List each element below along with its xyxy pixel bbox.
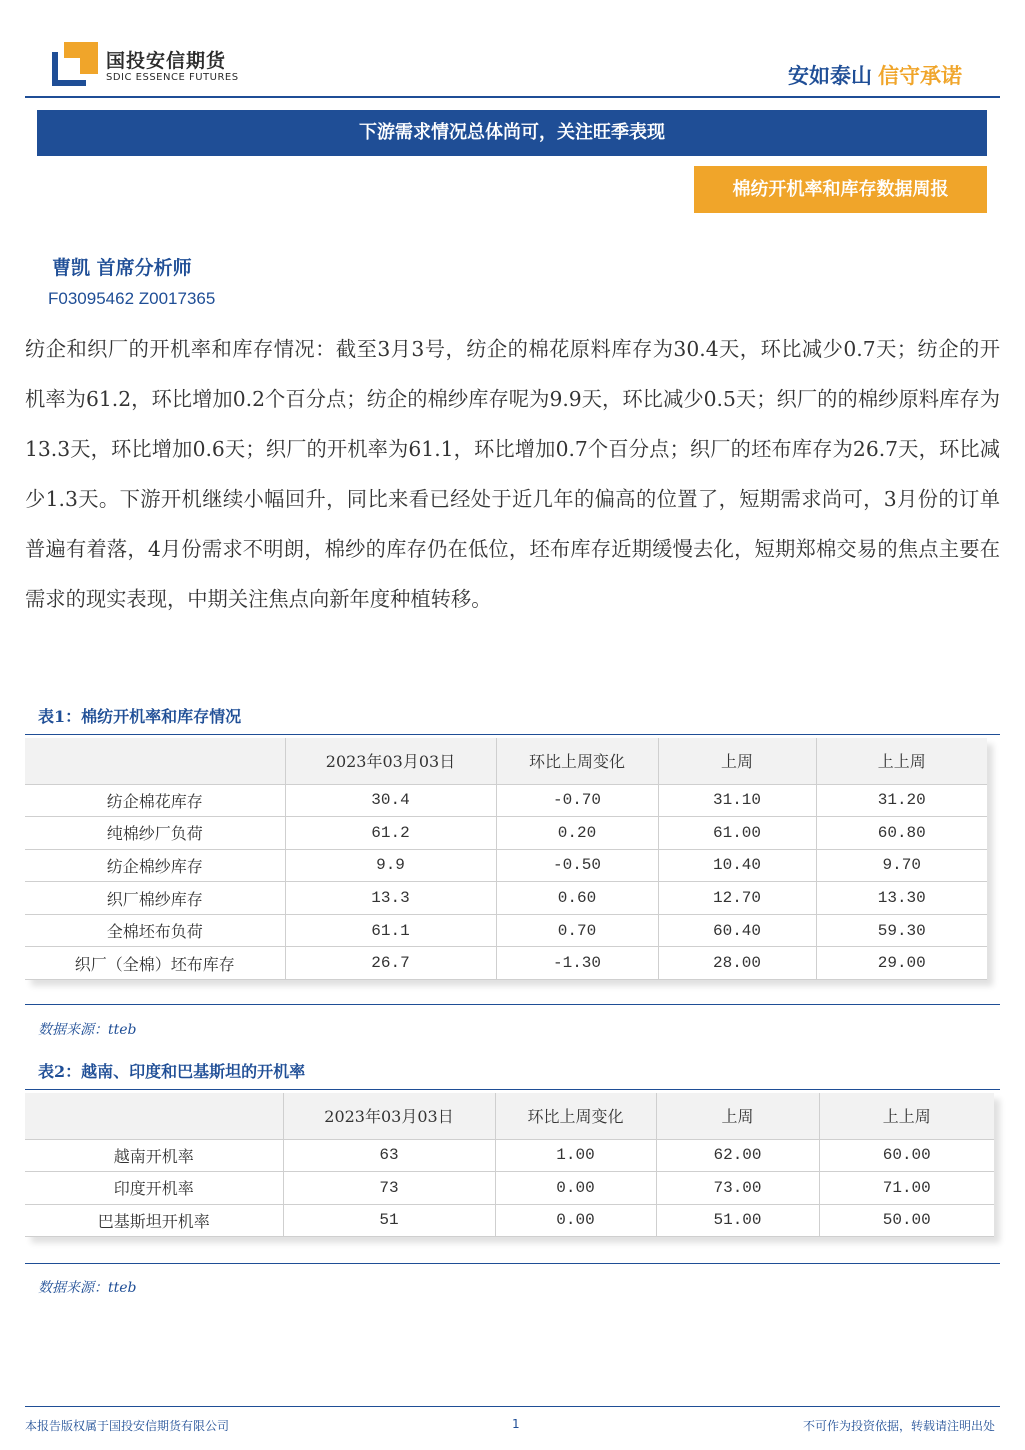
slogan (788, 60, 962, 90)
column-header: 环比上周变化 (496, 738, 658, 784)
row-label: 织厂（全棉）坯布库存 (25, 947, 285, 980)
summary-paragraph: 纺企和织厂的开机率和库存情况：截至3月3号，纺企的棉花原料库存为30.4天，环比减少0.7天；纺企的开机率为61.2，环比增加0.2个百分点；纺企的棉纱库存呢为9.9天，环比减少0.5天；织厂的的棉纱原料库存为13.3天，环比增加0.6天；织厂的开机率为61.1，环比增加0.7个百分点；织厂的坯布库存为26.7天，环比减少1.3天。下游开机继续小幅回升，同比来看已经处于近几年的偏高的位置了，短期需求尚可，3月份的订单普遍有着落，4月份需求不明朗，棉纱的库存仍在低位，坯布库存近期缓慢去化，短期郑棉交易的焦点主要在需求的现实表现，中期关注焦点向新年度种植转移。 (25, 337, 1000, 611)
logo-text-en: SDIC ESSENCE FUTURES (106, 72, 239, 83)
footer-disclaimer: 不可作为投资依据，转载请注明出处 (802, 1419, 995, 1433)
column-header: 上上周 (816, 738, 987, 784)
table-row (25, 947, 987, 980)
table-cell: 50.00 (819, 1204, 994, 1237)
column-header: 2023年03月03日 (285, 738, 496, 784)
table-header-row (25, 738, 987, 784)
table-cell: 73 (283, 1172, 495, 1205)
table-cell: 13.30 (816, 882, 987, 915)
footer-copyright: 本报告版权属于国投安信期货有限公司 (25, 1419, 230, 1433)
row-label: 织厂棉纱库存 (25, 882, 285, 915)
table-cell: 61.2 (285, 817, 496, 850)
table-cell: 61.00 (658, 817, 816, 850)
report-title: 下游需求情况总体尚可，关注旺季表现 (37, 110, 987, 156)
table-row (25, 882, 987, 915)
table-cell: 0.00 (495, 1204, 656, 1237)
column-header: 2023年03月03日 (283, 1093, 495, 1139)
column-header (25, 738, 285, 784)
row-label: 纺企棉花库存 (25, 784, 285, 817)
table-cell: 60.00 (819, 1139, 994, 1172)
table-row (25, 817, 987, 850)
table-cell: -0.50 (496, 849, 658, 882)
table-cell: -0.70 (496, 784, 658, 817)
table-cell: 73.00 (656, 1172, 819, 1205)
table1-top-rule (25, 734, 1000, 735)
table-cell: 31.20 (816, 784, 987, 817)
column-header: 上周 (656, 1093, 819, 1139)
table-cell: 60.40 (658, 914, 816, 947)
table2-caption: 表2：越南、印度和巴基斯坦的开机率 (38, 1062, 306, 1081)
row-label: 纺企棉纱库存 (25, 849, 285, 882)
table-cell: 0.20 (496, 817, 658, 850)
table1-bottom-rule (25, 1004, 1000, 1005)
row-label: 越南开机率 (25, 1139, 283, 1172)
column-header (25, 1093, 283, 1139)
table-cell: 9.70 (816, 849, 987, 882)
row-label: 巴基斯坦开机率 (25, 1204, 283, 1237)
row-label: 纯棉纱厂负荷 (25, 817, 285, 850)
logo-mark-icon (52, 42, 98, 86)
report-type-tag: 棉纺开机率和库存数据周报 (694, 166, 987, 213)
table-row (25, 1172, 994, 1205)
table-cell: 28.00 (658, 947, 816, 980)
analyst-license-ids: F03095462 Z0017365 (48, 289, 216, 308)
table-cell: 0.70 (496, 914, 658, 947)
table-cell: 62.00 (656, 1139, 819, 1172)
table-cell: 63 (283, 1139, 495, 1172)
table-row (25, 1204, 994, 1237)
row-label: 全棉坯布负荷 (25, 914, 285, 947)
table-cell: 59.30 (816, 914, 987, 947)
table-header-row (25, 1093, 994, 1139)
table-cell: 60.80 (816, 817, 987, 850)
logo-text-cn: 国投安信期货 (106, 50, 227, 72)
table1 (25, 738, 987, 980)
page-number: 1 (512, 1417, 520, 1431)
table-row (25, 1139, 994, 1172)
row-label: 印度开机率 (25, 1172, 283, 1205)
table-cell: 1.00 (495, 1139, 656, 1172)
table-row (25, 784, 987, 817)
table-cell: 51.00 (656, 1204, 819, 1237)
table1-source: 数据来源：tteb (38, 1022, 137, 1038)
table2-bottom-rule (25, 1263, 1000, 1264)
column-header: 上周 (658, 738, 816, 784)
table-cell: 26.7 (285, 947, 496, 980)
table-cell: 29.00 (816, 947, 987, 980)
column-header: 环比上周变化 (495, 1093, 656, 1139)
table-cell: 51 (283, 1204, 495, 1237)
table-cell: 13.3 (285, 882, 496, 915)
table-row (25, 849, 987, 882)
table-cell: 12.70 (658, 882, 816, 915)
slogan-part1: 安如泰山 (788, 64, 872, 88)
slogan-part2: 信守承诺 (878, 64, 962, 88)
table-cell: 0.00 (495, 1172, 656, 1205)
column-header: 上上周 (819, 1093, 994, 1139)
header-divider (25, 96, 1000, 98)
table-cell: 0.60 (496, 882, 658, 915)
company-logo (52, 40, 252, 90)
table-cell: 9.9 (285, 849, 496, 882)
table-cell: 71.00 (819, 1172, 994, 1205)
table-cell: 31.10 (658, 784, 816, 817)
table2-source: 数据来源：tteb (38, 1280, 137, 1296)
table-cell: -1.30 (496, 947, 658, 980)
table-cell: 61.1 (285, 914, 496, 947)
table1-caption: 表1：棉纺开机率和库存情况 (38, 707, 242, 726)
footer-divider (25, 1406, 1000, 1407)
table-cell: 30.4 (285, 784, 496, 817)
table2 (25, 1093, 994, 1237)
table2-top-rule (25, 1089, 1000, 1090)
table-cell: 10.40 (658, 849, 816, 882)
analyst-name: 曹凯 首席分析师 (52, 257, 192, 279)
table-row (25, 914, 987, 947)
